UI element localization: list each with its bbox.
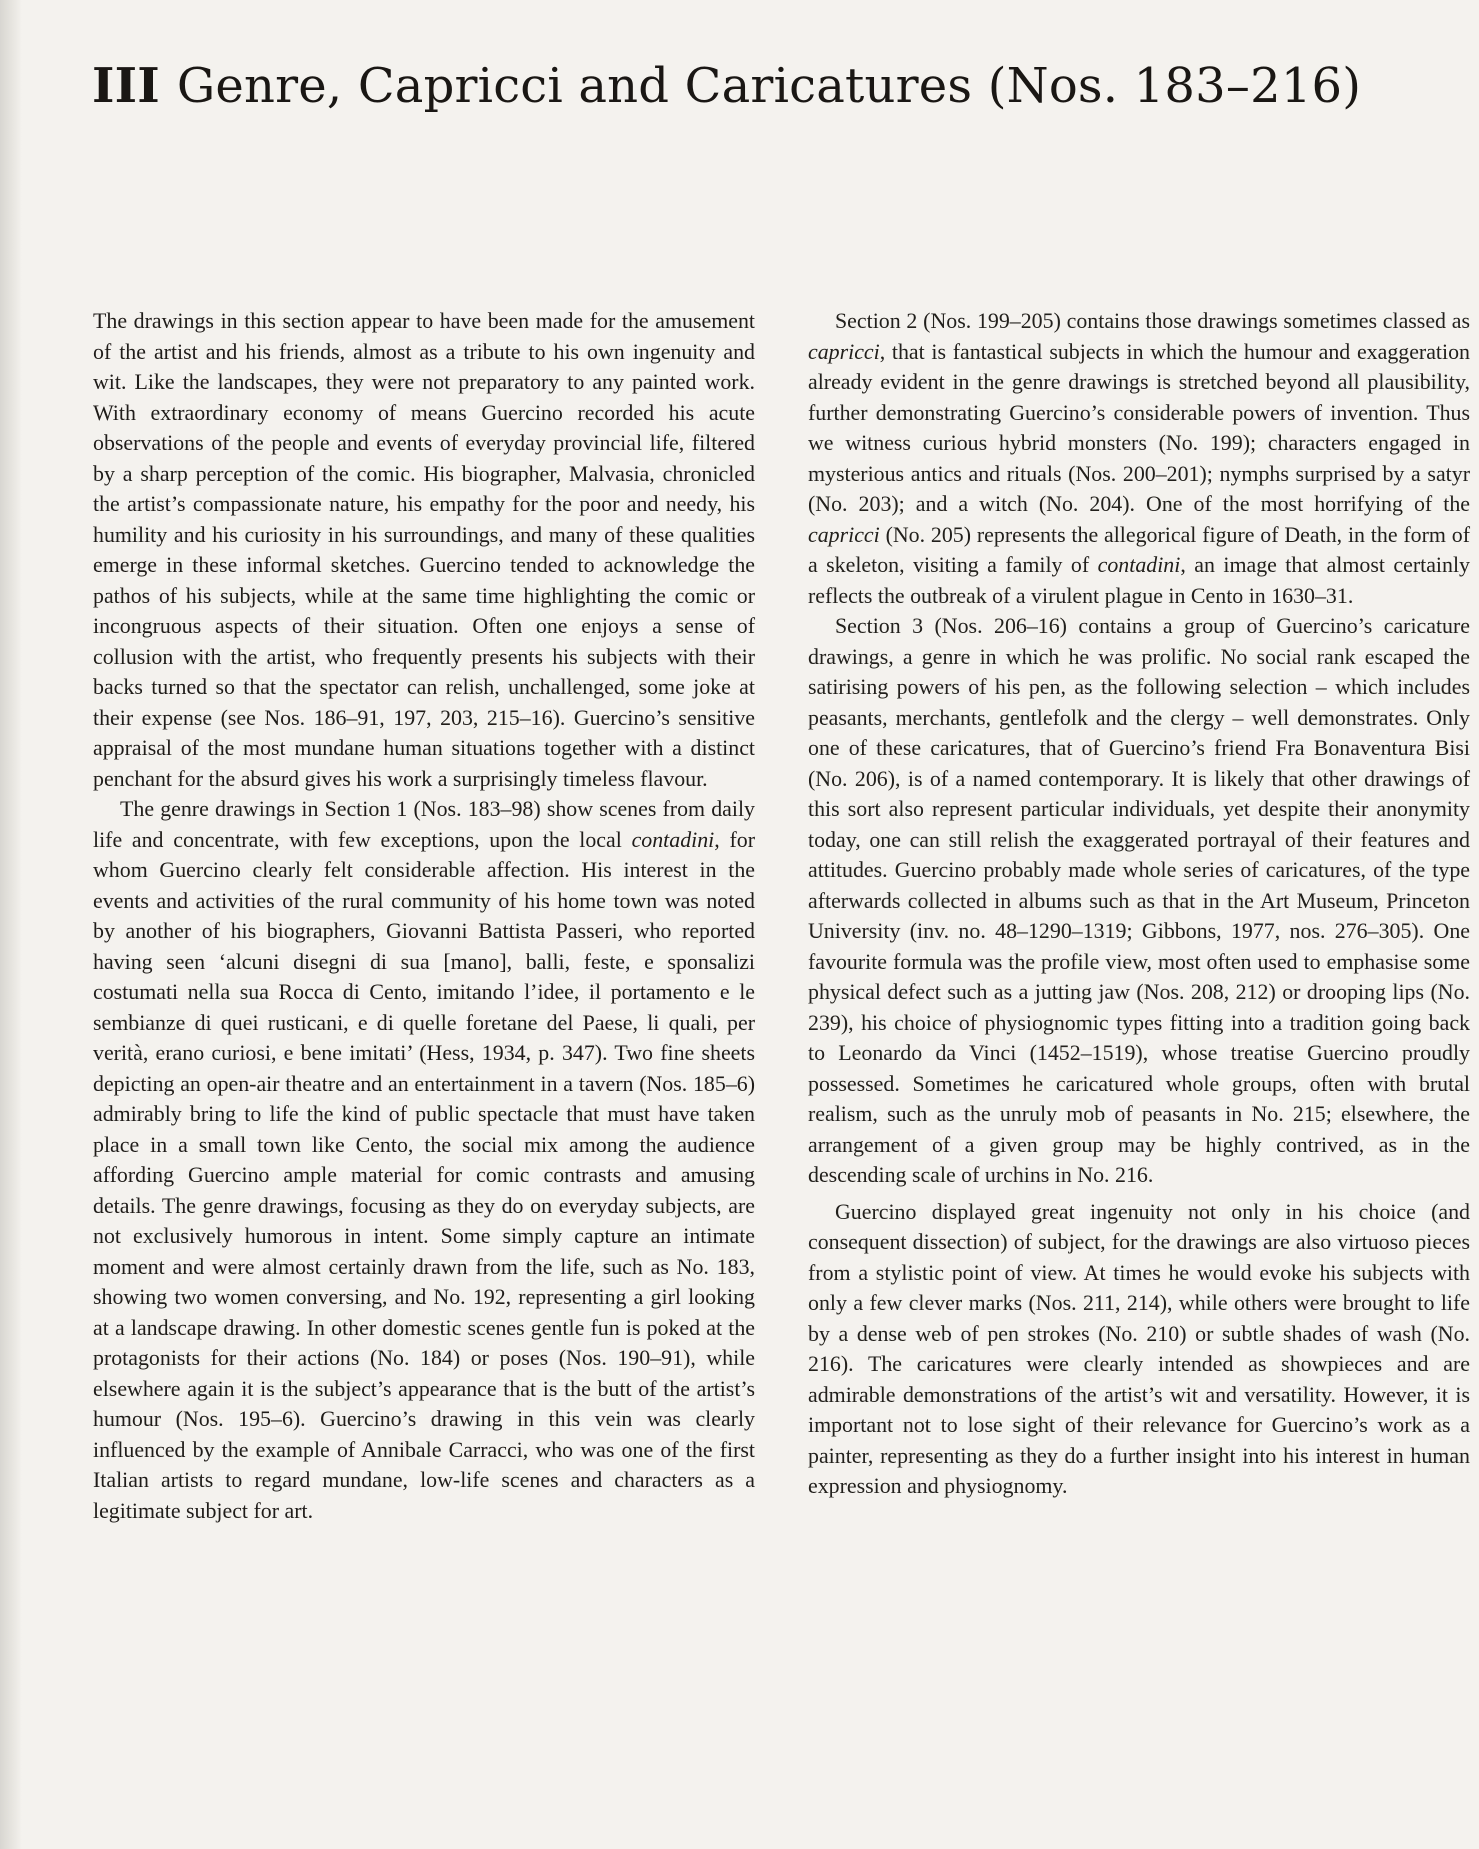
- title-text: Genre, Capricci and Caricatures (Nos. 183–216): [176, 58, 1362, 114]
- title-range: (Nos. 183–216): [987, 58, 1362, 114]
- page-title: [92, 58, 1432, 114]
- title-roman-numeral: III: [92, 58, 160, 114]
- right-paragraph-1: Section 2 (Nos. 199–205) contains those drawings sometimes classed as capricci, that is fantastical subjects in which the humour and exaggeration already evident in the genre drawings is stretched beyond all plausibility, further demonstrating Guercino’s considerable powers of invention. Thus we witness curious hybrid monsters (No. 199); characters engaged in mysterious antics and rituals (Nos. 200–201); nymphs surprised by a satyr (No. 203); and a witch (No. 204). One of the most horrifying of the capricci (No. 205) represents the allegorical figure of Death, in the form of a skeleton, visiting a family of contadini, an image that almost certainly reflects the outbreak of a virulent plague in Cento in 1630–31.: [808, 308, 1470, 608]
- right-paragraph-2: Section 3 (Nos. 206–16) contains a group of Guercino’s caricature drawings, a genre in which he was prolific. No social rank escaped the satirising powers of his pen, as the following selection – which includes peasants, merchants, gentlefolk and the clergy – well demonstrates. Only one of these caricatures, that of Guercino’s friend Fra Bonaventura Bisi (No. 206), is of a named contemporary. It is likely that other drawings of this sort also represent particular individuals, yet despite their anonymity today, one can still relish the exaggerated portrayal of their features and attitudes. Guercino probably made whole series of caricatures, of the type afterwards collected in albums such as that in the Art Museum, Princeton University (inv. no. 48–1290–1319; Gibbons, 1977, nos. 276–305). One favourite formula was the profile view, most often used to emphasise some physical defect such as a jutting jaw (Nos. 208, 212) or drooping lips (No. 239), his choice of physiognomic types fitting into a tradition going back to Leonardo da Vinci (1452–1519), whose treatise Guercino proudly possessed. Sometimes he caricatured whole groups, often with brutal realism, such as the unruly mob of peasants in No. 215; elsewhere, the arrangement of a given group may be highly contrived, as in the descending scale of urchins in No. 216.: [808, 613, 1470, 1187]
- right-text-column: [808, 306, 1470, 1502]
- left-text-column: [93, 306, 755, 1526]
- left-paragraph-1: The drawings in this section appear to have been made for the amusement of the artist and his friends, almost as a tribute to his own ingenuity and wit. Like the landscapes, they were not preparatory to any painted work. With extraordinary economy of means Guercino recorded his acute observations of the people and events of everyday provincial life, filtered by a sharp perception of the comic. His biographer, Malvasia, chronicled the artist’s compassionate nature, his empathy for the poor and needy, his humility and his curiosity in his surroundings, and many of these qualities emerge in these informal sketches. Guercino tended to acknowledge the pathos of his subjects, while at the same time highlighting the comic or incongruous aspects of their situation. Often one enjoys a sense of collusion with the artist, who frequently presents his subjects with their backs turned so that the spectator can relish, unchallenged, some joke at their expense (see Nos. 186–91, 197, 203, 215–16). Guercino’s sensitive appraisal of the most mundane human situations together with a distinct penchant for the absurd gives his work a surprisingly timeless flavour.: [93, 308, 755, 791]
- right-paragraph-3: Guercino displayed great ingenuity not only in his choice (and consequent dissection) of subject, for the drawings are also virtuoso pieces from a stylistic point of view. At times he would evoke his subjects with only a few clever marks (Nos. 211, 214), while others were brought to life by a dense web of pen strokes (No. 210) or subtle shades of wash (No. 216). The caricatures were clearly intended as showpieces and are admirable demonstrations of the artist’s wit and versatility. However, it is important not to lose sight of their relevance for Guercino’s work as a painter, representing as they do a further insight into his interest in human expression and physiognomy.: [808, 1198, 1470, 1498]
- page-gutter-shadow: [0, 0, 22, 1849]
- left-paragraph-2: The genre drawings in Section 1 (Nos. 183–98) show scenes from daily life and concentrate, with few exceptions, upon the local contadini, for whom Guercino clearly felt considerable affection. His interest in the events and activities of the rural community of his home town was noted by another of his biographers, Giovanni Battista Passeri, who reported having seen ‘alcuni disegni di sua [mano], balli, feste, e sponsalizi costumati nella sua Rocca di Cento, imitando l’idee, il portamento e le sembianze di quei rusticani, e di quelle foretane del Paese, li quali, per verità, erano curiosi, e bene imitati’ (Hess, 1934, p. 347). Two fine sheets depicting an open-air theatre and an entertainment in a tavern (Nos. 185–6) admirably bring to life the kind of public spectacle that must have taken place in a small town like Cento, the social mix among the audience affording Guercino ample material for comic contrasts and amusing details. The genre drawings, focusing as they do on everyday subjects, are not exclusively humorous in intent. Some simply capture an intimate moment and were almost certainly drawn from the life, such as No. 183, showing two women conversing, and No. 192, representing a girl looking at a landscape drawing. In other domestic scenes gentle fun is poked at the protagonists for their actions (No. 184) or poses (Nos. 190–91), while elsewhere again it is the subject’s appearance that is the butt of the artist’s humour (Nos. 195–6). Guercino’s drawing in this vein was clearly influenced by the example of Annibale Carracci, who was one of the first Italian artists to regard mundane, low-life scenes and characters as a legitimate subject for art.: [93, 796, 755, 1523]
